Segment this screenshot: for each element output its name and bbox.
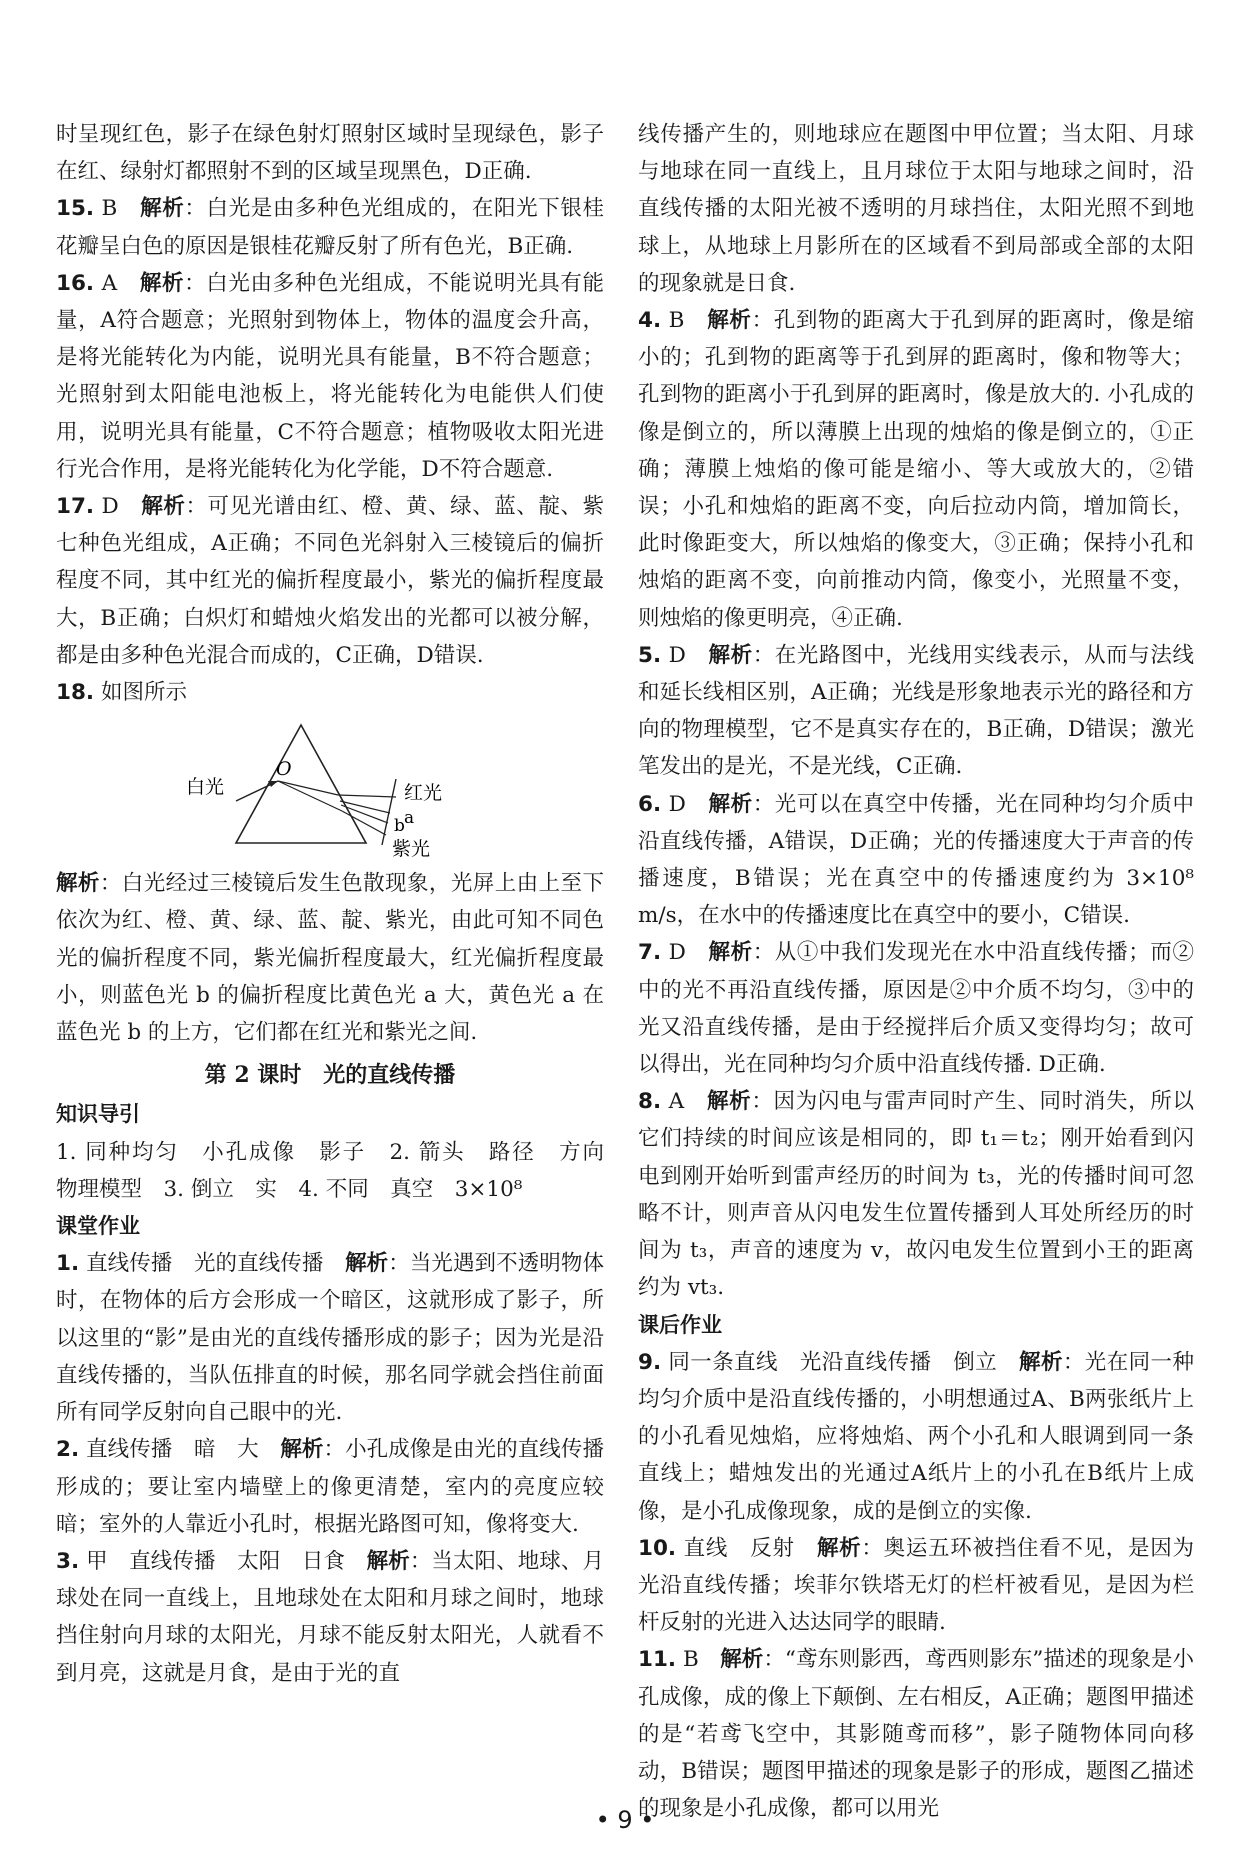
section-title: 第 2 课时 光的直线传播 bbox=[204, 1062, 456, 1089]
homework-answer-9: 9. 同一条直线 光沿直线传播 倒立 解析：光在同一种均匀介质中是沿直线传播的，小明想通过A、B两张纸片上的小孔看见烛焰，应将烛焰、两个小孔和人眼调到同一条直线上；蜡烛发出的光通过A纸片上的小孔在B纸片上成像，是小孔成像现象，成的是倒立的实像. bbox=[638, 1349, 1194, 1524]
label-a: a bbox=[404, 808, 415, 829]
red-light-label: 红光 bbox=[404, 782, 443, 805]
right-column bbox=[638, 116, 1194, 1827]
paragraph: 时呈现红色，影子在绿色射灯照射区域时呈现绿色，影子在红、绿射灯都照射不到的区域呈现黑色，D正确. bbox=[56, 122, 604, 185]
refracted-ray-2 bbox=[278, 781, 342, 811]
header-mark bbox=[56, 20, 196, 28]
violet-ray bbox=[342, 811, 386, 835]
point-o-label: O bbox=[276, 758, 292, 781]
guide-text: 1. 同种均匀 小孔成像 影子 2. 箭头 路径 方向 物理模型 3. 倒立 实 4. 不同 真空 3×10⁸ bbox=[56, 1139, 626, 1202]
class-answer-1: 1. 直线传播 光的直线传播 解析：当光遇到不透明物体时，在物体的后方会形成一个暗区，这就形成了影子，所以这里的“影”是由光的直线传播形成的影子；因为光是沿直线传播的，当队伍排直的时候，那名同学就会挡住前面所有同学反射向自己眼中的光. bbox=[56, 1251, 604, 1426]
paragraph: 线传播产生的，则地球应在题图中甲位置；当太阳、月球与地球在同一直线上，且月球位于太阳与地球之间时，沿直线传播的太阳光被不透明的月球挡住，太阳光照不到地球上，从地球上月影所在的区域看不到局部或全部的太阳的现象就是日食. bbox=[638, 122, 1194, 296]
prism-figure bbox=[56, 715, 604, 865]
class-answer-7: 7. D 解析：从①中我们发现光在水中沿直线传播；而②中的光不再沿直线传播，原因是②中介质不均匀，③中的光又沿直线传播，是由于经搅拌后介质又变得均匀；故可以得出，光在同种均匀介质中沿直线传播. D正确. bbox=[638, 940, 1194, 1078]
class-answer-6: 6. D 解析：光可以在真空中传播，光在同种均匀介质中沿直线传播，A错误，D正确；光的传播速度大于声音的传播速度，B错误；光在真空中的传播速度约为 3×10⁸ m/s，在水中的传播速度比在真空中的要小，C错误. bbox=[638, 791, 1194, 929]
prism-triangle bbox=[236, 725, 366, 843]
white-light-label: 白光 bbox=[186, 776, 225, 799]
prism-diagram bbox=[186, 715, 486, 863]
class-answer-4: 4. B 解析：孔到物的距离大于孔到屏的距离时，像是缩小的；孔到物的距离等于孔到屏的距离时，像和物等大；孔到物的距离小于孔到屏的距离时，像是放大的. 小孔成的像是倒立的，所以薄膜上出现的烛焰的像是倒立的，①正确；薄膜上烛焰的像可能是缩小、等大或放大的，②错误；小孔和烛焰的距离不变，向后拉动内筒，增加筒长，此时像距变大，所以烛焰的像变大，③正确；保持小孔和烛焰的距离不变，向前推动内筒，像变小，光照量不变，则烛焰的像更明亮，④正确. bbox=[638, 308, 1194, 631]
after-class-title: 课后作业 bbox=[638, 1312, 722, 1337]
answer-18: 18. 如图所示 bbox=[56, 680, 187, 706]
class-answer-5: 5. D 解析：在光路图中，光线用实线表示，从而与法线和延长线相区别，A正确；光线是形象地表示光的路径和方向的物理模型，它不是真实存在的，B正确，D错误；激光笔发出的是光，不是光线，C正确. bbox=[638, 642, 1194, 780]
incident-arrow bbox=[268, 781, 278, 787]
homework-answer-11: 11. B 解析：“鸢东则影西，鸢西则影东”描述的现象是小孔成像，成的像上下颠倒、左右相反，A正确；题图甲描述的是“若鸢飞空中，其影随鸢而移”，影子随物体同向移动，B错误；题图甲描述的现象是影子的形成，题图乙描述的现象是小孔成像，都可以用光 bbox=[638, 1647, 1194, 1822]
answer-18-analysis: 解析：白光经过三棱镜后发生色散现象，光屏上由上至下依次为红、橙、黄、绿、蓝、靛、紫光，由此可知不同色光的偏折程度不同，紫光偏折程度最大，红光偏折程度最小，则蓝色光 b 的偏折程度比黄色光 a 大，黄色光 a 在蓝色光 b 的上方，它们都在红光和紫光之间. bbox=[56, 871, 604, 1046]
guide-title: 知识导引 bbox=[56, 1102, 140, 1127]
label-b: b bbox=[394, 816, 405, 837]
class-answer-2: 2. 直线传播 暗 大 解析：小孔成像是由光的直线传播形成的；要让室内墙壁上的像更清楚，室内的亮度应较暗；室外的人靠近小孔时，根据光路图可知，像将变大. bbox=[56, 1437, 604, 1537]
refracted-ray-1 bbox=[278, 781, 338, 795]
violet-light-label: 紫光 bbox=[392, 838, 431, 861]
red-ray bbox=[338, 795, 396, 797]
class-answer-3: 3. 甲 直线传播 太阳 日食 解析：当太阳、地球、月球处在同一直线上，且地球处在太阳和月球之间时，地球挡住射向月球的太阳光，月球不能反射太阳光，人就看不到月亮，这就是月食，是由于光的直 bbox=[56, 1548, 604, 1686]
left-column bbox=[56, 116, 626, 1692]
answer-15: 15. B 解析：白光是由多种色光组成的，在阳光下银桂花瓣呈白色的原因是银桂花瓣反射了所有色光，B正确. bbox=[56, 196, 604, 259]
page-number: • 9 • bbox=[595, 1806, 655, 1834]
answer-17: 17. D 解析：可见光谱由红、橙、黄、绿、蓝、靛、紫七种色光组成，A正确；不同色光斜射入三棱镜后的偏折程度不同，其中红光的偏折程度最小，紫光的偏折程度最大，B正确；白炽灯和蜡烛火焰发出的光都可以被分解，都是由多种色光混合而成的，C正确，D错误. bbox=[56, 494, 604, 668]
class-answer-8: 8. A 解析：因为闪电与雷声同时产生、同时消失，所以它们持续的时间应该是相同的，即 t₁＝t₂；刚开始看到闪电到刚开始听到雷声经历的时间为 t₃，光的传播时间可忽略不计，则声音从闪电发生位置传播到人耳处所经历的时间为 t₃，声音的速度为 v，故闪电发生位置到小王的距离约为 vt₃. bbox=[638, 1089, 1194, 1301]
homework-answer-10: 10. 直线 反射 解析：奥运五环被挡住看不见，是因为光沿直线传播；埃菲尔铁塔无灯的栏杆被看见，是因为栏杆反射的光进入达达同学的眼睛. bbox=[638, 1535, 1194, 1636]
class-title: 课堂作业 bbox=[56, 1214, 140, 1239]
answer-16: 16. A 解析：白光由多种色光组成，不能说明光具有能量，A符合题意；光照射到物体上，物体的温度会升高，是将光能转化为内能，说明光具有能量，B不符合题意；光照射到太阳能电池板上，将光能转化为电能供人们使用，说明光具有能量，C不符合题意；植物吸收太阳光进行光合作用，是将光能转化为化学能，D不符合题意. bbox=[56, 270, 604, 482]
